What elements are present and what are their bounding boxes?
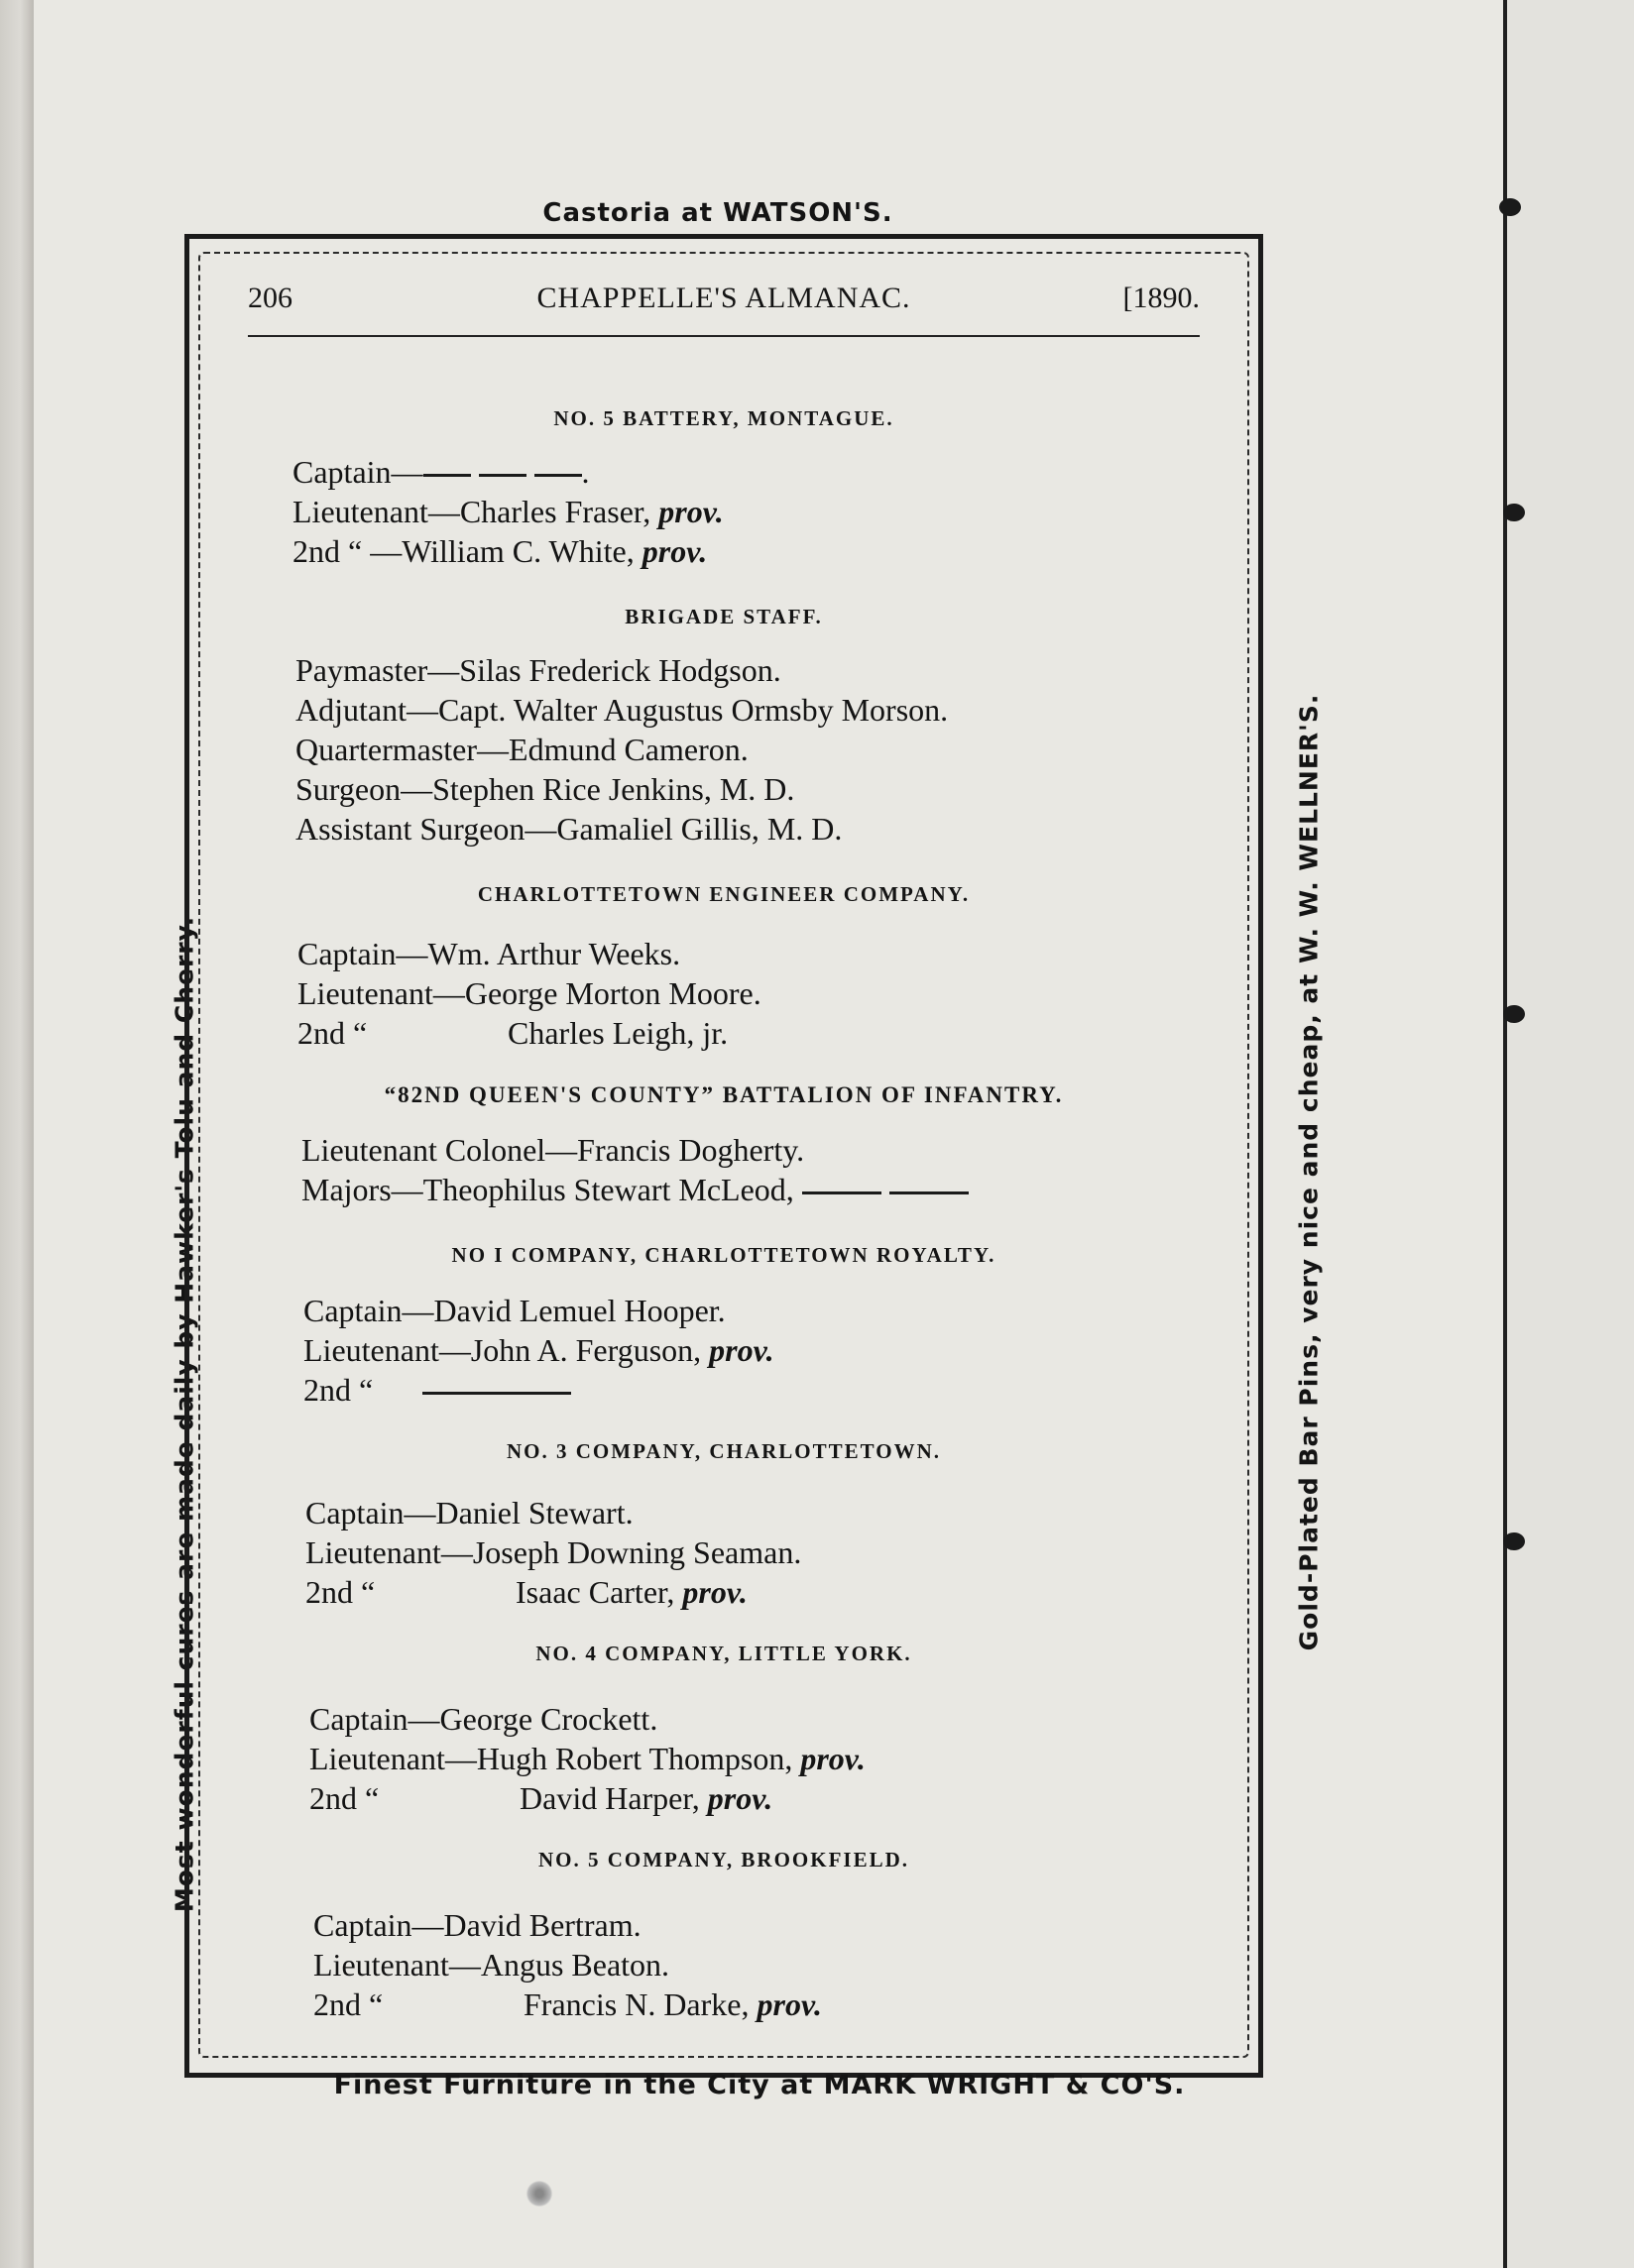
section-heading: NO. 5 BATTERY, MONTAGUE. [553,406,894,430]
section-heading: NO I COMPANY, CHARLOTTETOWN ROYALTY. [451,1243,996,1267]
section-heading: BRIGADE STAFF. [625,605,823,628]
roster-line: Lieutenant—Joseph Downing Seaman. [305,1534,802,1570]
ink-mark [1499,198,1521,216]
page-year: [1890. [1122,282,1200,314]
roster-line: Quartermaster—Edmund Cameron. [295,732,749,767]
roster-line: 2nd “ [303,1372,571,1409]
roster-line: Lieutenant—Angus Beaton. [313,1947,670,1983]
roster-line: 2nd “ —William C. White, prov. [292,533,708,569]
roster-line: Adjutant—Capt. Walter Augustus Ormsby Morson. [295,692,949,728]
ink-stain [525,2181,553,2207]
roster-line: Captain— . [292,454,590,490]
roster-line: Surgeon—Stephen Rice Jenkins, M. D. [295,771,795,807]
facing-page [1507,0,1634,2268]
roster-line: Captain—David Lemuel Hooper. [303,1293,726,1328]
advert-left-margin: Most wonderful cures are made daily by Hawker's Tolu and Cherry. [170,915,199,1913]
roster-line: Captain—George Crockett. [309,1701,658,1737]
section-heading: NO. 4 COMPANY, LITTLE YORK. [535,1642,912,1665]
roster-line: Assistant Surgeon—Gamaliel Gillis, M. D. [295,811,843,847]
roster-line: Lieutenant—George Morton Moore. [297,975,761,1011]
ink-mark [1503,1005,1525,1023]
roster-line: 2nd “ Francis N. Darke, prov. [313,1986,822,2022]
roster-line: Lieutenant—Charles Fraser, prov. [292,494,724,529]
roster-line: 2nd “ Charles Leigh, jr. [297,1015,729,1051]
roster-line: Lieutenant—Hugh Robert Thompson, prov. [309,1741,866,1776]
roster-line: 2nd “ David Harper, prov. [309,1780,773,1816]
page-edge [1503,0,1507,2268]
header-rule [248,335,1200,337]
advert-right-margin: Gold-Plated Bar Pins, very nice and cheap, at W. W. WELLNER'S. [1294,693,1324,1651]
section-heading: “82ND QUEEN'S COUNTY” BATTALION OF INFANTRY. [384,1082,1064,1107]
roster-line: 2nd “ Isaac Carter, prov. [305,1574,748,1610]
section-heading: NO. 3 COMPANY, CHARLOTTETOWN. [507,1439,941,1463]
section-heading: NO. 5 COMPANY, BROOKFIELD. [537,1848,909,1871]
advert-top: Castoria at WATSON'S. [542,198,893,228]
roster-line: Captain—Wm. Arthur Weeks. [297,936,681,971]
ink-mark [1503,1532,1525,1550]
roster-line: Lieutenant Colonel—Francis Dogherty. [301,1132,805,1168]
roster-line: Captain—David Bertram. [313,1907,642,1943]
section-heading: CHARLOTTETOWN ENGINEER COMPANY. [477,882,971,906]
page-title: CHAPPELLE'S ALMANAC. [536,282,911,314]
roster-line: Lieutenant—John A. Ferguson, prov. [303,1332,774,1368]
roster-line: Paymaster—Silas Frederick Hodgson. [295,652,781,688]
page-number: 206 [248,282,292,314]
ink-mark [1503,504,1525,521]
roster-line: Captain—Daniel Stewart. [305,1495,634,1531]
book-gutter [0,0,34,2268]
advert-bottom: Finest Furniture in the City at MARK WRIGHT & CO'S. [333,2070,1186,2100]
running-header [248,282,1200,323]
roster-line: Majors—Theophilus Stewart McLeod, [301,1172,969,1208]
